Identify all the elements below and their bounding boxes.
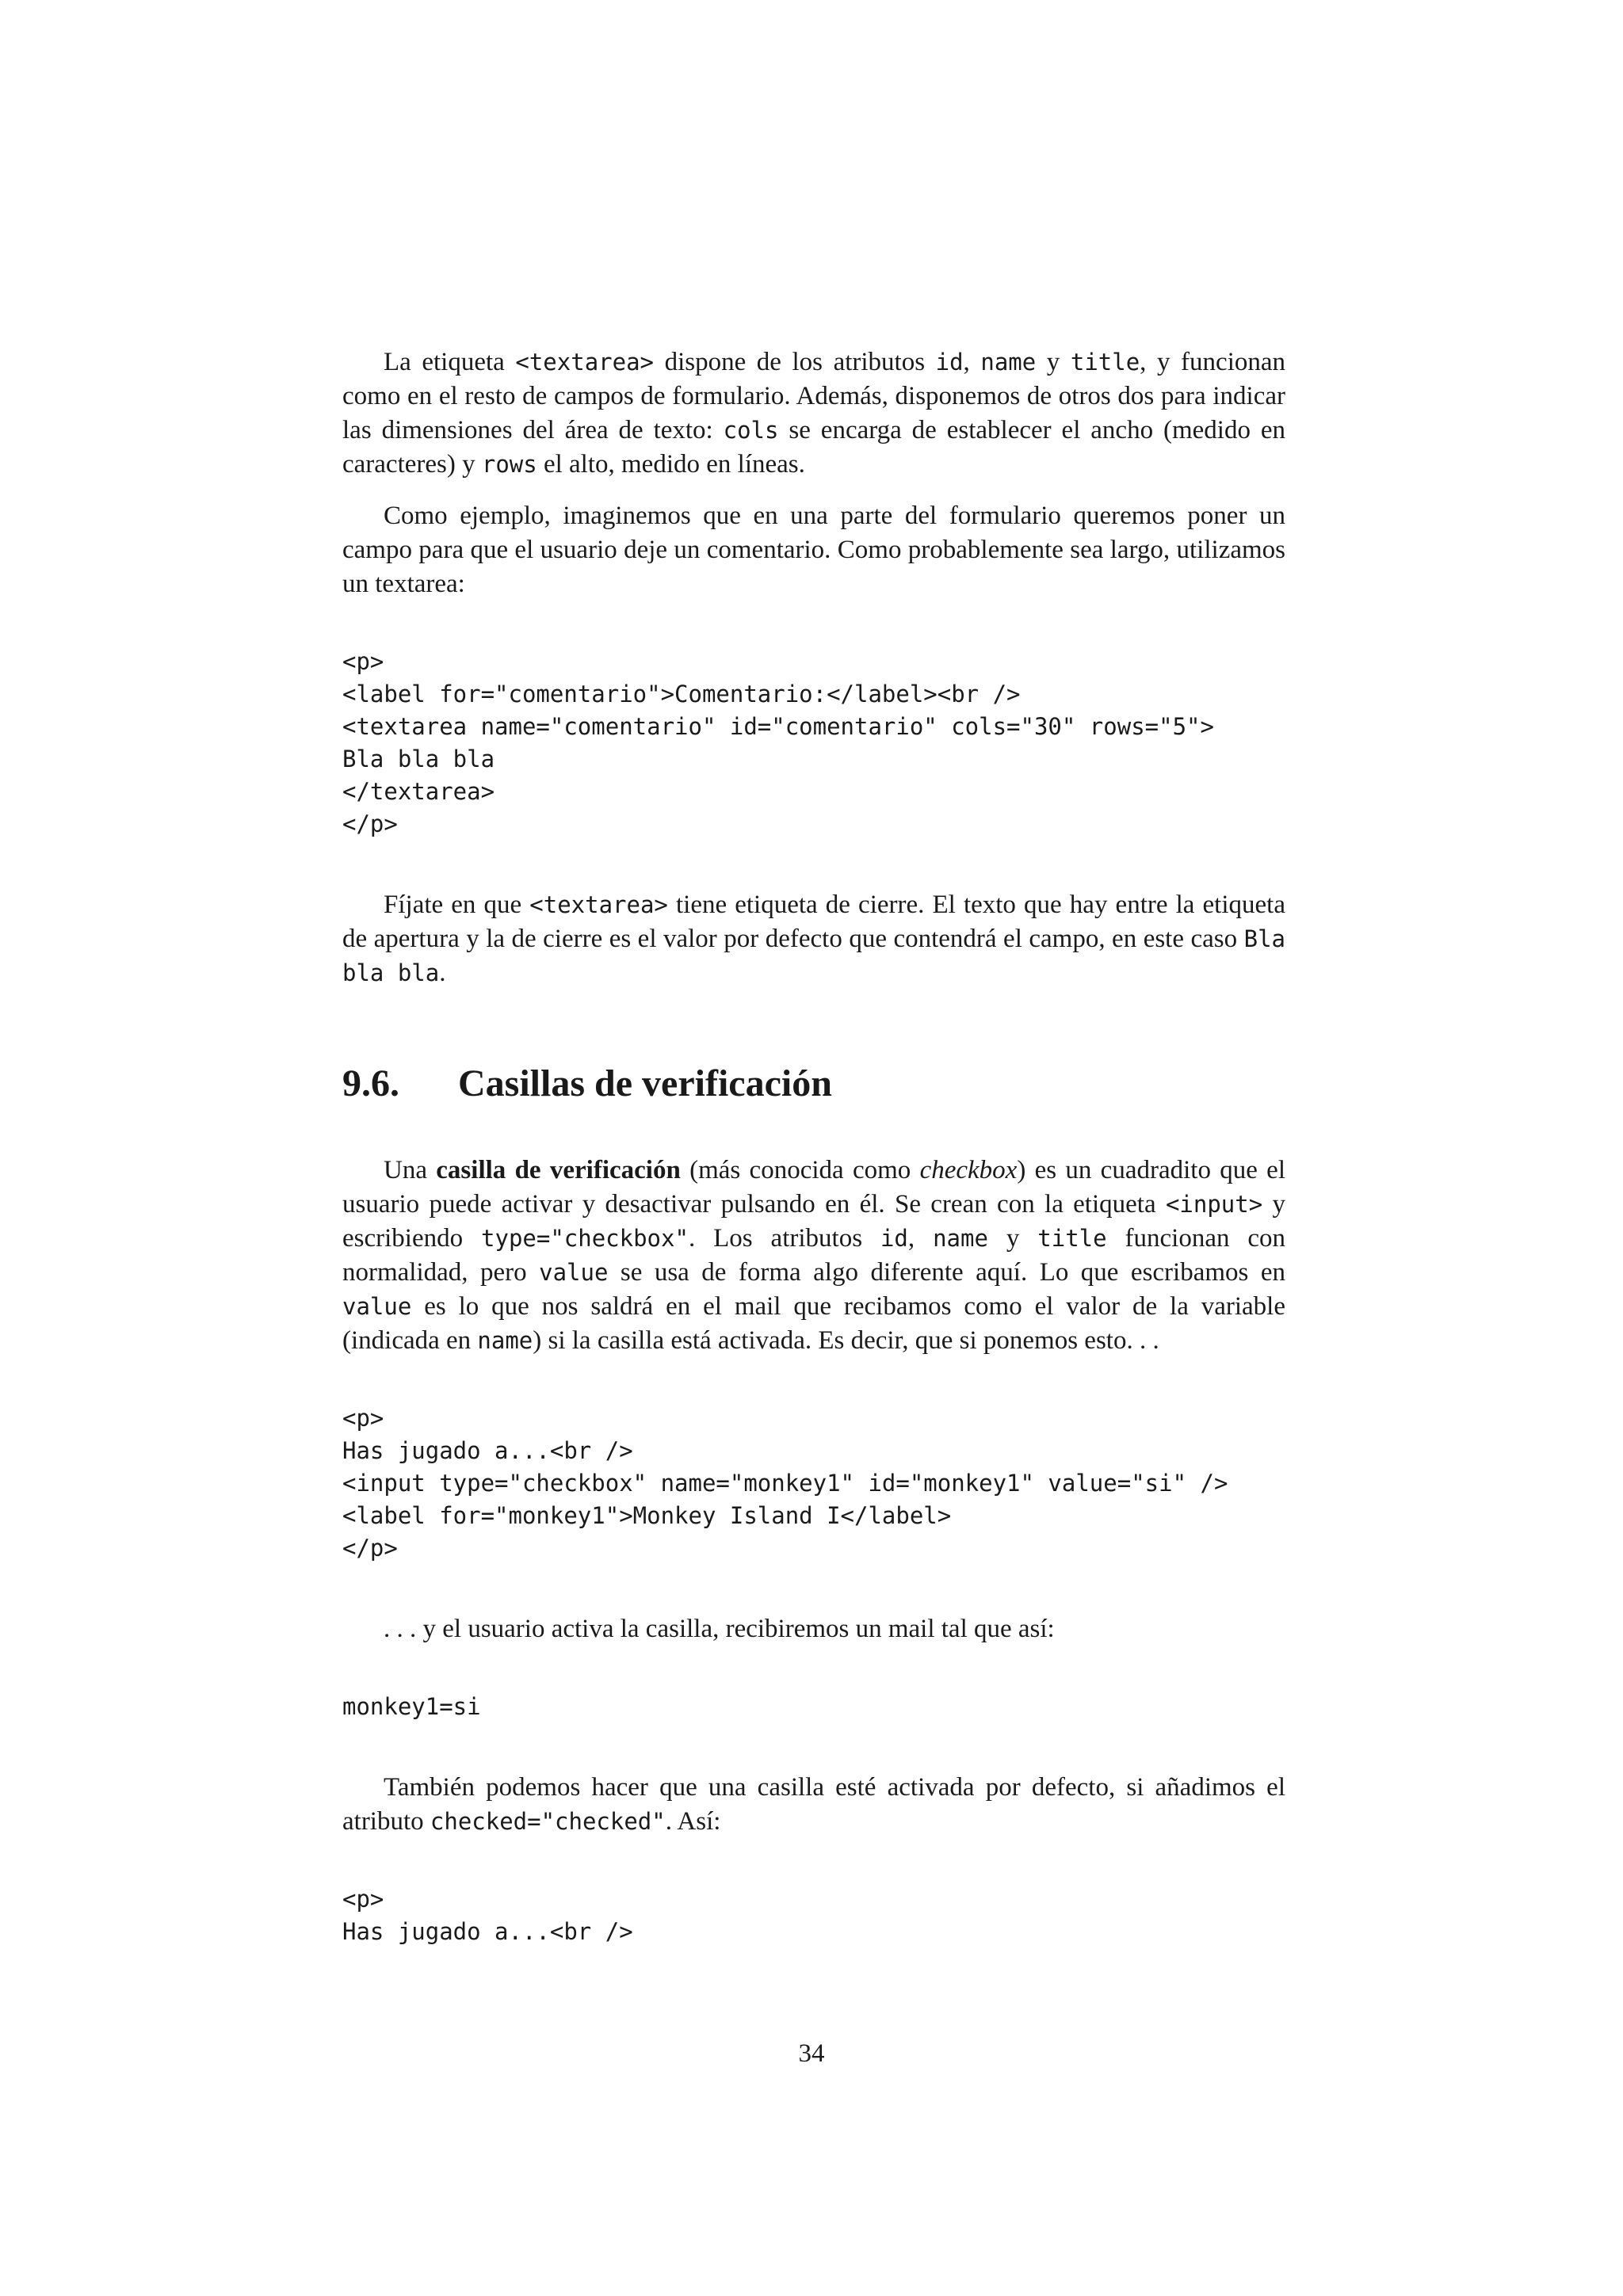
paragraph-example-intro: Como ejemplo, imaginemos que en una parte del formulario queremos poner un campo para que el usuario deje un comentario. Como probablemente sea largo, utilizamos un textarea: (342, 502, 1285, 598)
text: el alto, medido en líneas. (537, 450, 805, 479)
text: y escribiendo (342, 1190, 1285, 1253)
inline-code: id (880, 1225, 908, 1252)
text: se encarga de establecer el ancho (medido en caracteres) y (342, 416, 1286, 479)
inline-code: type="checkbox" (481, 1225, 689, 1252)
inline-code: value (539, 1259, 609, 1286)
text: ) es un cuadradito que el usuario puede activar y desactivar pulsando en él. Se crean con la etiqueta (342, 1156, 1285, 1219)
section-number: 9.6. (342, 1062, 399, 1104)
inline-code: cols (723, 417, 779, 444)
page-content (342, 345, 1285, 1996)
inline-code: title (1070, 349, 1140, 376)
text: , y funcionan como en el resto de campos de formulario. Además, disponemos de otros dos para indicar las dimensiones del área de texto: (342, 348, 1286, 444)
code-block-mail-result: monkey1=si (342, 1693, 481, 1720)
section-heading (342, 1062, 1285, 1106)
paragraph-user-activates: . . . y el usuario activa la casilla, recibiremos un mail tal que así: (384, 1615, 1055, 1643)
paragraph-textarea-attributes (342, 345, 1285, 482)
text: , (963, 348, 981, 376)
text: , (907, 1224, 934, 1253)
text: . Los atributos (688, 1224, 880, 1253)
text: (más conocida como (680, 1156, 920, 1184)
inline-code: name (477, 1327, 533, 1354)
inline-code: value (342, 1293, 412, 1320)
paragraph-checked-default (342, 1771, 1285, 1839)
inline-code: <input> (1165, 1191, 1263, 1218)
text: Fíjate en que (384, 891, 530, 919)
text: También podemos hacer que una casilla esté activada por defecto, si añadimos el atributo (342, 1773, 1285, 1836)
inline-code: name (933, 1225, 988, 1252)
text: Una (384, 1156, 437, 1184)
inline-code: checked="checked" (430, 1808, 666, 1835)
inline-code: name (980, 349, 1037, 376)
text: y (987, 1224, 1038, 1253)
inline-code: id (935, 349, 964, 376)
text: La etiqueta (384, 348, 516, 376)
code-block-checkbox: <p> Has jugado a...<br /> <input type="checkbox" name="monkey1" id="monkey1" value="si" /> <label for="monkey1">Monkey Island I</label> </p> (342, 1405, 1228, 1562)
text: es lo que nos saldrá en el mail que recibamos como el valor de la variable (indicada en (342, 1292, 1285, 1355)
text: dispone de los atributos (654, 348, 936, 376)
text: y (1036, 348, 1071, 376)
inline-code: <textarea> (529, 891, 668, 918)
section-title: Casillas de verificación (458, 1062, 832, 1104)
inline-code: title (1037, 1225, 1107, 1252)
paragraph-checkbox-definition (342, 1154, 1285, 1358)
code-block-checked-example: <p> Has jugado a...<br /> (342, 1886, 633, 1945)
text: funcionan con normalidad, pero (342, 1224, 1286, 1287)
text: . Así: (665, 1807, 721, 1836)
bold-term: casilla de verificación (436, 1156, 681, 1184)
text: tiene etiqueta de cierre. El texto que hay entre la etiqueta de apertura y la de cierre es el valor por defecto que contendrá el campo, en este caso (342, 891, 1285, 953)
inline-code: Bla bla bla (342, 925, 1285, 986)
text: ) si la casilla está activada. Es decir, que si ponemos esto. . . (533, 1326, 1159, 1355)
page-number: 34 (798, 2039, 825, 2068)
inline-code: rows (481, 451, 537, 478)
italic-term: checkbox (919, 1156, 1018, 1184)
inline-code: <textarea> (515, 349, 654, 376)
paragraph-textarea-closing-tag (342, 888, 1285, 990)
text: . (439, 959, 446, 987)
code-block-textarea: <p> <label for="comentario">Comentario:</label><br /> <textarea name="comentario" id="comentario" cols="30" rows="5"> Bla bla bla </textarea> </p> (342, 648, 1214, 837)
text: se usa de forma algo diferente aquí. Lo que escribamos en (608, 1258, 1285, 1287)
